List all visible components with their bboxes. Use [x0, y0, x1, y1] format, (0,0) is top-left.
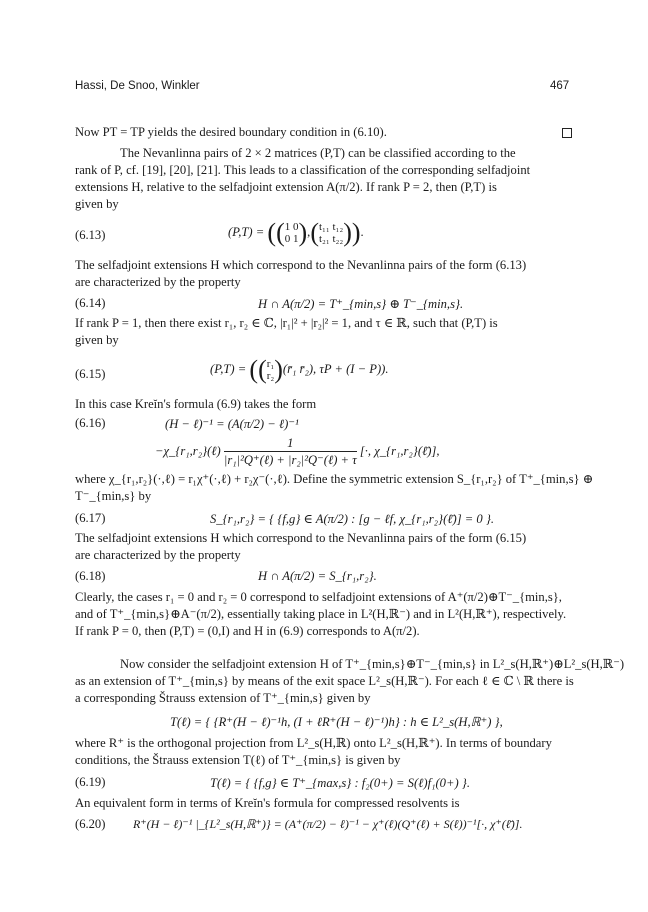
text-line: given by	[75, 197, 119, 211]
equation-strauss-extension: T(ℓ) = { {R⁺(H − ℓ)⁻¹h, (I + ℓR⁺(H − ℓ)⁻¹)h} : h ∈ L²_s(H,ℝ⁺) },	[170, 715, 503, 729]
text-line: The Nevanlinna pairs of 2 × 2 matrices (P,T) can be classified according to the	[120, 146, 516, 160]
equation-tag: (6.18)	[75, 569, 106, 583]
equation-6-16-line2: −χ_{r₁,r₂}(ℓ) $\frac{1}{\text{|r₁|²Q⁺(ℓ) + |r₂|²Q⁻(ℓ) + τ}}$ [·, χ_{r₁,r₂}(ℓ̄)],	[155, 436, 440, 467]
equation-6-15: (P,T) = ((r₁ r₂)(r̄₁ r̄₂), τP + (I − P)).	[210, 355, 389, 384]
text-line: The selfadjoint extensions H which correspond to the Nevanlinna pairs of the form (6.15)	[75, 531, 527, 545]
text-line: where R⁺ is the orthogonal projection from L²_s(H,ℝ) onto L²_s(H,ℝ⁺). In terms of boundary	[75, 736, 552, 750]
equation-tag: (6.16)	[75, 416, 106, 430]
text-line: In this case Kreĭn's formula (6.9) takes the form	[75, 397, 317, 411]
text-line: The selfadjoint extensions H which correspond to the Nevanlinna pairs of the form (6.13)	[75, 258, 527, 272]
text-line: Clearly, the cases r₁ = 0 and r₂ = 0 correspond to selfadjoint extensions of A⁺(π/2)⊕T⁻_{min,s},	[75, 590, 562, 604]
equation-6-18: H ∩ A(π/2) = S_{r₁,r₂}.	[258, 569, 377, 583]
text-line: a corresponding Štrauss extension of T⁺_{min,s} given by	[75, 691, 371, 705]
equation-6-16-line1: (H − ℓ)⁻¹ = (A(π/2) − ℓ)⁻¹	[165, 417, 299, 431]
text-line: If rank P = 1, then there exist r₁, r₂ ∈ ℂ, |r₁|² + |r₂|² = 1, and τ ∈ ℝ, such that (P,T) is	[75, 316, 498, 330]
equation-6-13: (P,T) = ((1 0 0 1),(t₁₁ t₁₂ t₂₁ t₂₂)).	[228, 218, 364, 247]
text-line: T⁻_{min,s} by	[75, 489, 152, 503]
matrix-t: t₁₁ t₁₂ t₂₁ t₂₂	[319, 221, 344, 245]
equation-tag: (6.13)	[75, 228, 106, 242]
equation-6-14: H ∩ A(π/2) = T⁺_{min,s} ⊕ T⁻_{min,s}.	[258, 297, 464, 311]
equation-6-20: R⁺(H − ℓ)⁻¹ |_{L²_s(H,ℝ⁺)} = (A⁺(π/2) − ℓ)⁻¹ − χ⁺(ℓ)(Q⁺(ℓ) + S(ℓ))⁻¹[·, χ⁺(ℓ̄)].	[133, 817, 523, 831]
page-number: 467	[550, 80, 570, 92]
text-line: extensions H, relative to the selfadjoint extension A(π/2). If rank P = 2, then (P,T) is	[75, 180, 497, 194]
text-line: Now PT = TP yields the desired boundary condition in (6.10).	[75, 125, 387, 139]
text-line: conditions, the Štrauss extension T(ℓ) of T⁺_{min,s} is given by	[75, 753, 401, 767]
running-header-authors: Hassi, De Snoo, Winkler	[75, 80, 200, 92]
fraction: $\frac{1}{\text{|r₁|²Q⁺(ℓ) + |r₂|²Q⁻(ℓ) + τ}}$	[223, 436, 357, 467]
equation-tag: (6.14)	[75, 296, 106, 310]
text-line: are characterized by the property	[75, 548, 241, 562]
vector-r: r₁ r₂	[266, 358, 275, 382]
equation-tag: (6.15)	[75, 367, 106, 381]
matrix-p: 1 0 0 1	[284, 221, 299, 245]
text-line: and of T⁺_{min,s}⊕A⁻(π/2), essentially taking place in L²(H,ℝ⁻) and in L²(H,ℝ⁺), respectively.	[75, 607, 567, 621]
equation-6-19: T(ℓ) = { {f,g} ∈ T⁺_{max,s} : f₂(0+) = S(ℓ)f₁(0+) }.	[210, 776, 470, 790]
text-line: given by	[75, 333, 119, 347]
equation-tag: (6.17)	[75, 511, 106, 525]
text-line: If rank P = 0, then (P,T) = (0,I) and H in (6.9) corresponds to A(π/2).	[75, 624, 420, 638]
row-rbar: (r̄₁ r̄₂)	[282, 361, 314, 376]
equation-tag: (6.20)	[75, 817, 106, 831]
equation-tag: (6.19)	[75, 775, 106, 789]
text-line: are characterized by the property	[75, 275, 241, 289]
equation-lhs: (P,T) =	[228, 224, 265, 239]
text-line: An equivalent form in terms of Kreĭn's formula for compressed resolvents is	[75, 796, 460, 810]
text-line: Now consider the selfadjoint extension H of T⁺_{min,s}⊕T⁻_{min,s} in L²_s(H,ℝ⁺)⊕L²_s(H,ℝ⁻)	[120, 657, 625, 671]
qed-square-icon	[562, 128, 572, 138]
text-line: rank of P, cf. [19], [20], [21]. This leads to a classification of the corresponding selfadjoint	[75, 163, 531, 177]
equation-6-17: S_{r₁,r₂} = { {f,g} ∈ A(π/2) : [g − ℓf, χ_{r₁,r₂}(ℓ̄)] = 0 }.	[210, 512, 495, 526]
text-line: where χ_{r₁,r₂}(·,ℓ) = r₁χ⁺(·,ℓ) + r₂χ⁻(·,ℓ). Define the symmetric extension S_{r₁,r₂} of T⁺_{min,s} ⊕	[75, 472, 594, 486]
text-line: as an extension of T⁺_{min,s} by means of the exit space L²_s(H,ℝ⁻). For each ℓ ∈ ℂ \ ℝ there is	[75, 674, 574, 688]
